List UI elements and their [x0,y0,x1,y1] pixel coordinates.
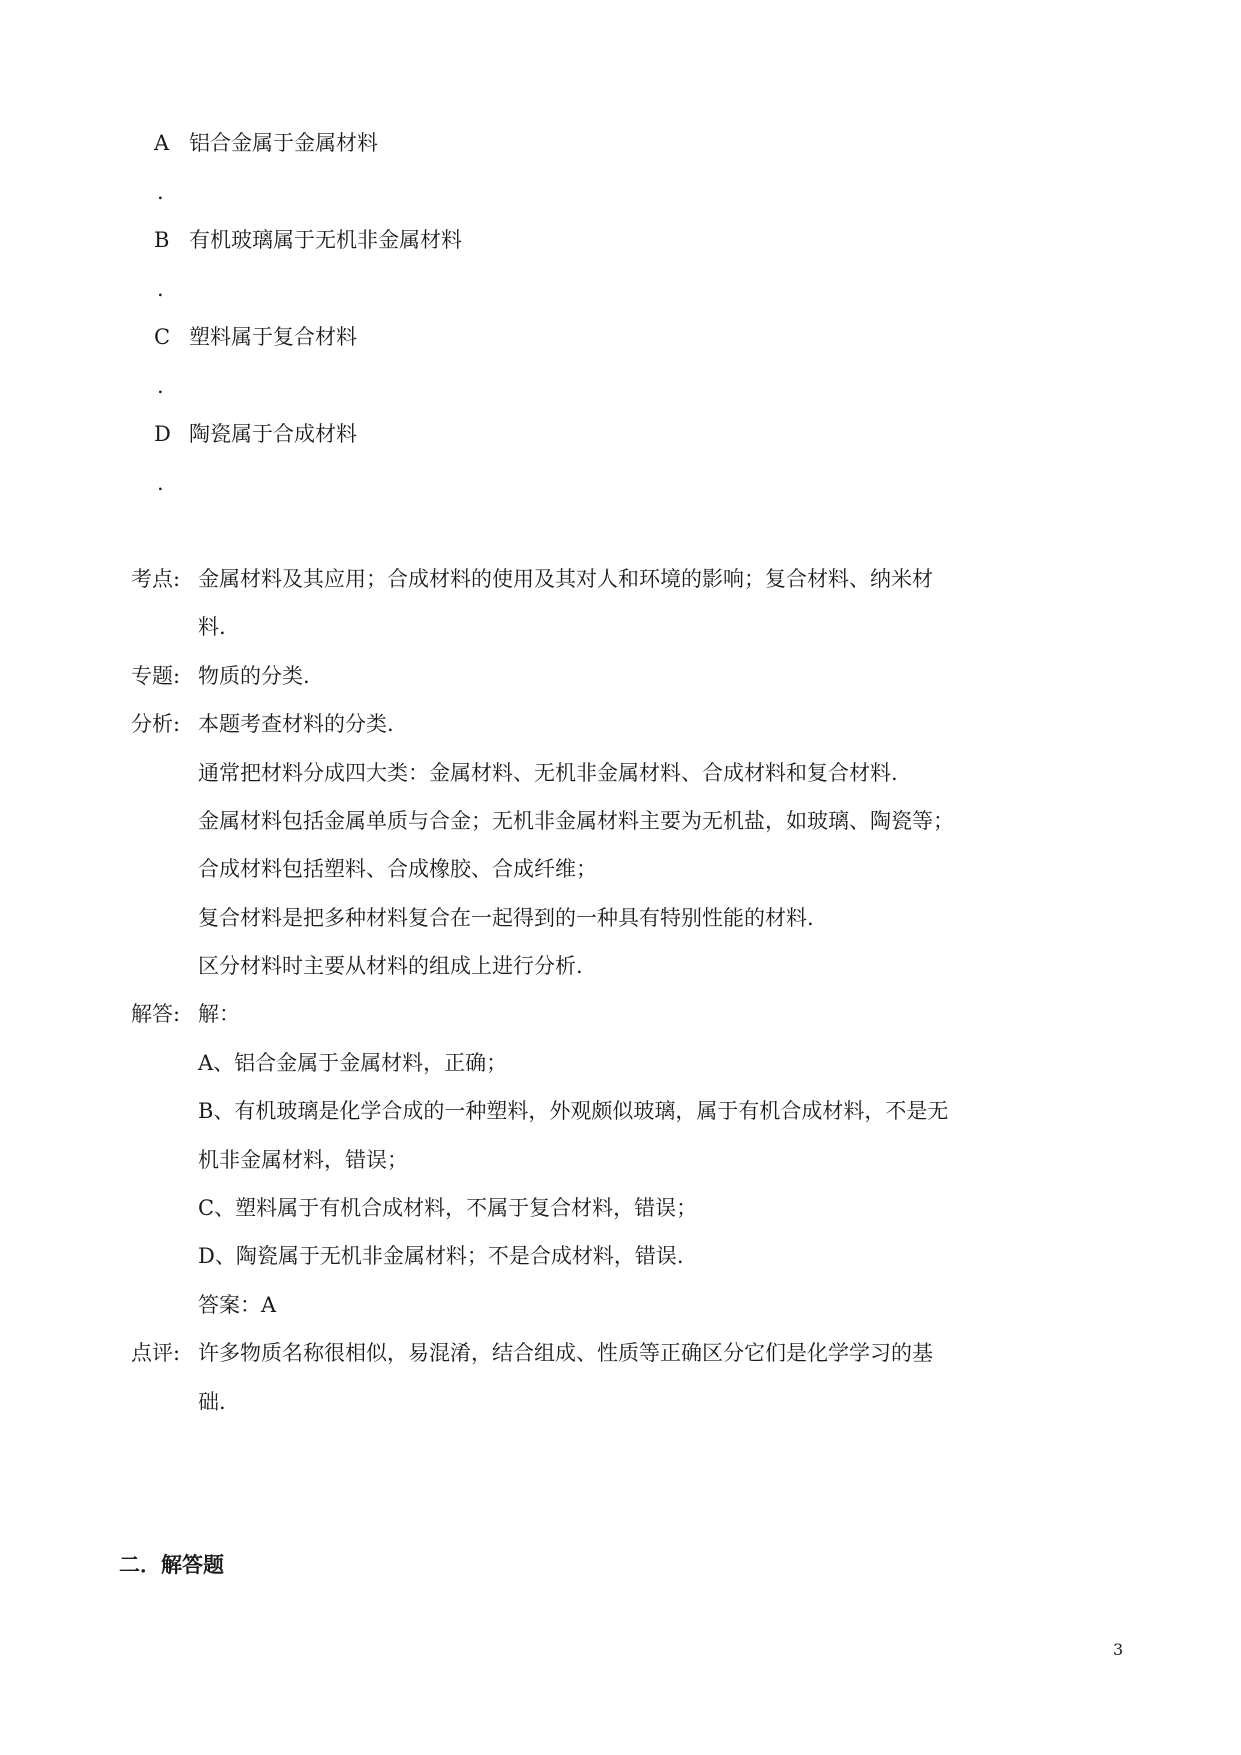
fenxi-line: 本题考查材料的分类. [198,712,394,736]
fenxi-line: 区分材料时主要从材料的组成上进行分析. [198,954,583,978]
zhuanti-line: 物质的分类. [198,664,310,688]
jieda-line: A、铝合金属于金属材料，正确； [198,1051,508,1075]
jieda-line: D、陶瓷属于无机非金属材料；不是合成材料，错误. [198,1244,684,1268]
fenxi-line: 通常把材料分成四大类：金属材料、无机非金属材料、合成材料和复合材料. [198,761,898,785]
jieda-line: 机非金属材料，错误； [198,1148,408,1172]
jieda-line: 解： [198,1002,240,1026]
zhuanti-label: 专题: [131,664,181,688]
option-b-letter: B [154,228,170,252]
fenxi-line: 复合材料是把多种材料复合在一起得到的一种具有特别性能的材料. [198,906,814,930]
option-a-text: 铝合金属于金属材料 [189,131,378,155]
fenxi-line: 金属材料包括金属单质与合金；无机非金属材料主要为无机盐，如玻璃、陶瓷等； [198,809,954,833]
jieda-line: B、有机玻璃是化学合成的一种塑料，外观颇似玻璃，属于有机合成材料，不是无 [198,1099,949,1123]
option-d-text: 陶瓷属于合成材料 [189,422,357,446]
jieda-answer: 答案：A [198,1293,277,1317]
kaodian-label: 考点: [131,567,181,591]
dianping-line: 础. [198,1390,226,1414]
option-b-text: 有机玻璃属于无机非金属材料 [189,228,462,252]
option-c-text: 塑料属于复合材料 [189,325,357,349]
option-d-letter: D [154,422,171,446]
kaodian-line: 料. [198,615,226,639]
jieda-line: C、塑料属于有机合成材料，不属于复合材料，错误； [198,1196,698,1220]
option-d-dot: . [157,471,164,495]
option-a-letter: A [154,131,170,155]
dianping-line: 许多物质名称很相似，易混淆，结合组成、性质等正确区分它们是化学学习的基 [198,1341,933,1365]
kaodian-line: 金属材料及其应用；合成材料的使用及其对人和环境的影响；复合材料、纳米材 [198,567,933,591]
fenxi-label: 分析: [131,712,181,736]
option-c-dot: . [157,374,164,398]
option-a-dot: . [157,180,164,204]
section-title: 二．解答题 [119,1553,224,1577]
dianping-label: 点评: [131,1341,181,1365]
jieda-label: 解答: [131,1002,181,1026]
fenxi-line: 合成材料包括塑料、合成橡胶、合成纤维； [198,857,597,881]
option-b-dot: . [157,277,164,301]
option-c-letter: C [154,325,171,349]
page-number: 3 [1113,1640,1124,1659]
